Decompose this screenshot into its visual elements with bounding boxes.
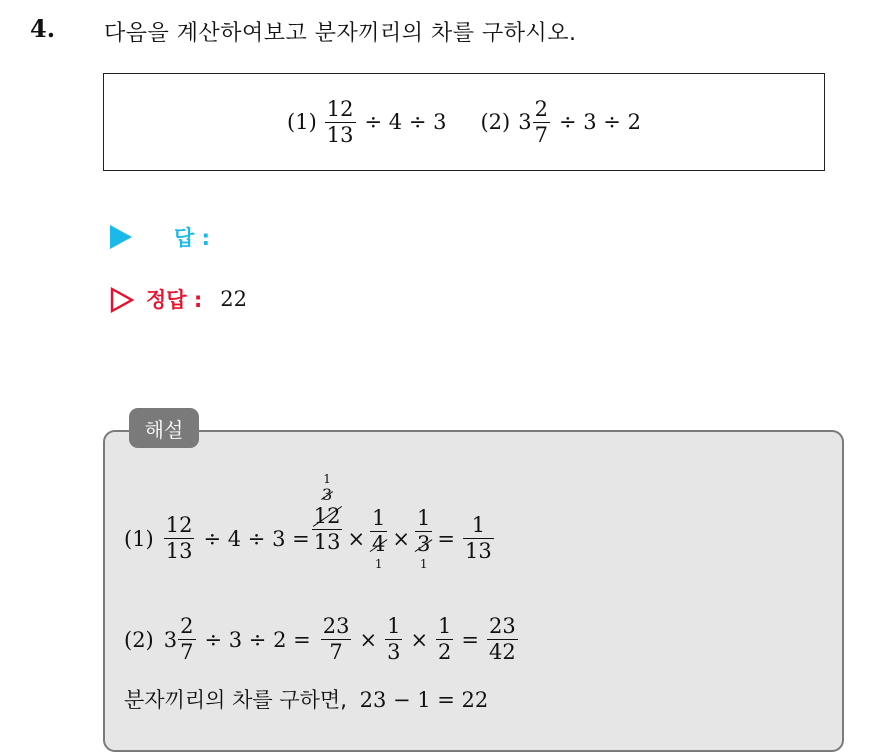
line-1-label: (1) [124,526,154,551]
correct-answer-value: 22 [220,287,248,311]
line-1-fraction-1 [164,513,195,564]
fraction-denominator: 13 [313,529,341,554]
line-3-math: 23 − 1 = 22 [359,688,489,712]
problem-2-fraction [533,97,550,148]
cancel-small-number: 1 [419,557,428,571]
line-2-label: (2) [124,627,154,652]
line-2-result [487,614,518,665]
explanation-tab: 해설 [129,408,199,448]
line-1-fraction-2 [312,504,343,555]
times-symbol: × [410,627,429,652]
explanation-line-3 [124,684,488,714]
line-3-text: 분자끼리의 차를 구하면, [124,688,347,712]
problem-2-operations: ÷ 3 ÷ 2 [558,110,641,134]
line-1-fraction-2-group [312,472,343,569]
fraction-numerator: 23 [322,614,350,638]
fraction-denominator: 7 [534,122,548,147]
fraction-denominator: 7 [329,640,343,664]
line-1-fraction-4 [415,506,432,557]
fraction-denominator: 3 [387,640,401,664]
times-symbol: × [359,627,378,652]
question-text: 다음을 계산하여보고 분자끼리의 차를 구하시오. [104,21,577,46]
line-2-operations: ÷ 3 ÷ 2 = [204,627,311,652]
fraction-denominator: 7 [180,640,194,664]
problem-1-fraction [325,97,356,148]
times-symbol: × [347,526,366,551]
fraction-denominator: 3 [417,532,431,556]
fraction-denominator: 13 [326,122,354,147]
fraction-denominator: 13 [165,539,193,563]
line-2-fraction-4 [436,614,453,665]
equals-symbol: = [461,627,480,652]
line-2-fraction-3 [385,614,402,665]
fraction-denominator: 42 [489,640,516,664]
explanation-line-2 [124,614,521,665]
fraction-denominator: 2 [438,640,452,664]
cancel-small-number: 1 [374,557,383,571]
cancel-small-number: 1 [323,472,331,487]
line-2-whole: 3 [163,627,178,652]
fraction-numerator: 1 [387,614,401,638]
fraction-numerator: 12 [326,96,354,121]
line-1-fraction-3-group [370,506,387,571]
triangle-filled-icon [110,225,132,249]
problem-2-whole: 3 [518,110,532,134]
fraction-numerator: 1 [471,513,486,537]
problem-1-operations: ÷ 4 ÷ 3 [364,110,447,134]
problem-2 [480,97,640,148]
fraction-denominator: 13 [465,539,492,563]
answer-row [110,222,210,252]
fraction-numerator: 23 [489,614,516,638]
problem-1-label: (1) [287,110,317,134]
line-1-operations: ÷ 4 ÷ 3 = [203,526,310,551]
fraction-numerator: 12 [313,503,341,528]
equals-symbol: = [437,526,456,551]
line-1-fraction-3 [370,506,387,557]
question-number: 4. [30,14,56,43]
explanation-line-1 [124,470,497,571]
problem-box [103,73,825,171]
problem-2-label: (2) [480,110,511,134]
fraction-numerator: 2 [180,614,194,638]
fraction-denominator: 4 [372,532,386,556]
correct-answer-label: 정답 : [146,288,203,312]
line-1-fraction-4-group [415,506,432,571]
line-2-fraction-2 [321,614,352,665]
correct-answer-row [110,284,247,314]
fraction-numerator: 1 [417,506,431,530]
line-2-fraction-1 [178,614,195,665]
fraction-numerator: 2 [534,96,548,121]
answer-label: 답 : [174,226,210,250]
fraction-numerator: 1 [372,506,386,530]
times-symbol: × [392,526,411,551]
cancel-struck-number: 3 [321,485,333,505]
fraction-numerator: 1 [438,614,452,638]
fraction-numerator: 12 [165,513,193,537]
triangle-outline-icon [110,287,132,311]
problem-1 [287,97,446,148]
line-1-result [463,513,494,564]
